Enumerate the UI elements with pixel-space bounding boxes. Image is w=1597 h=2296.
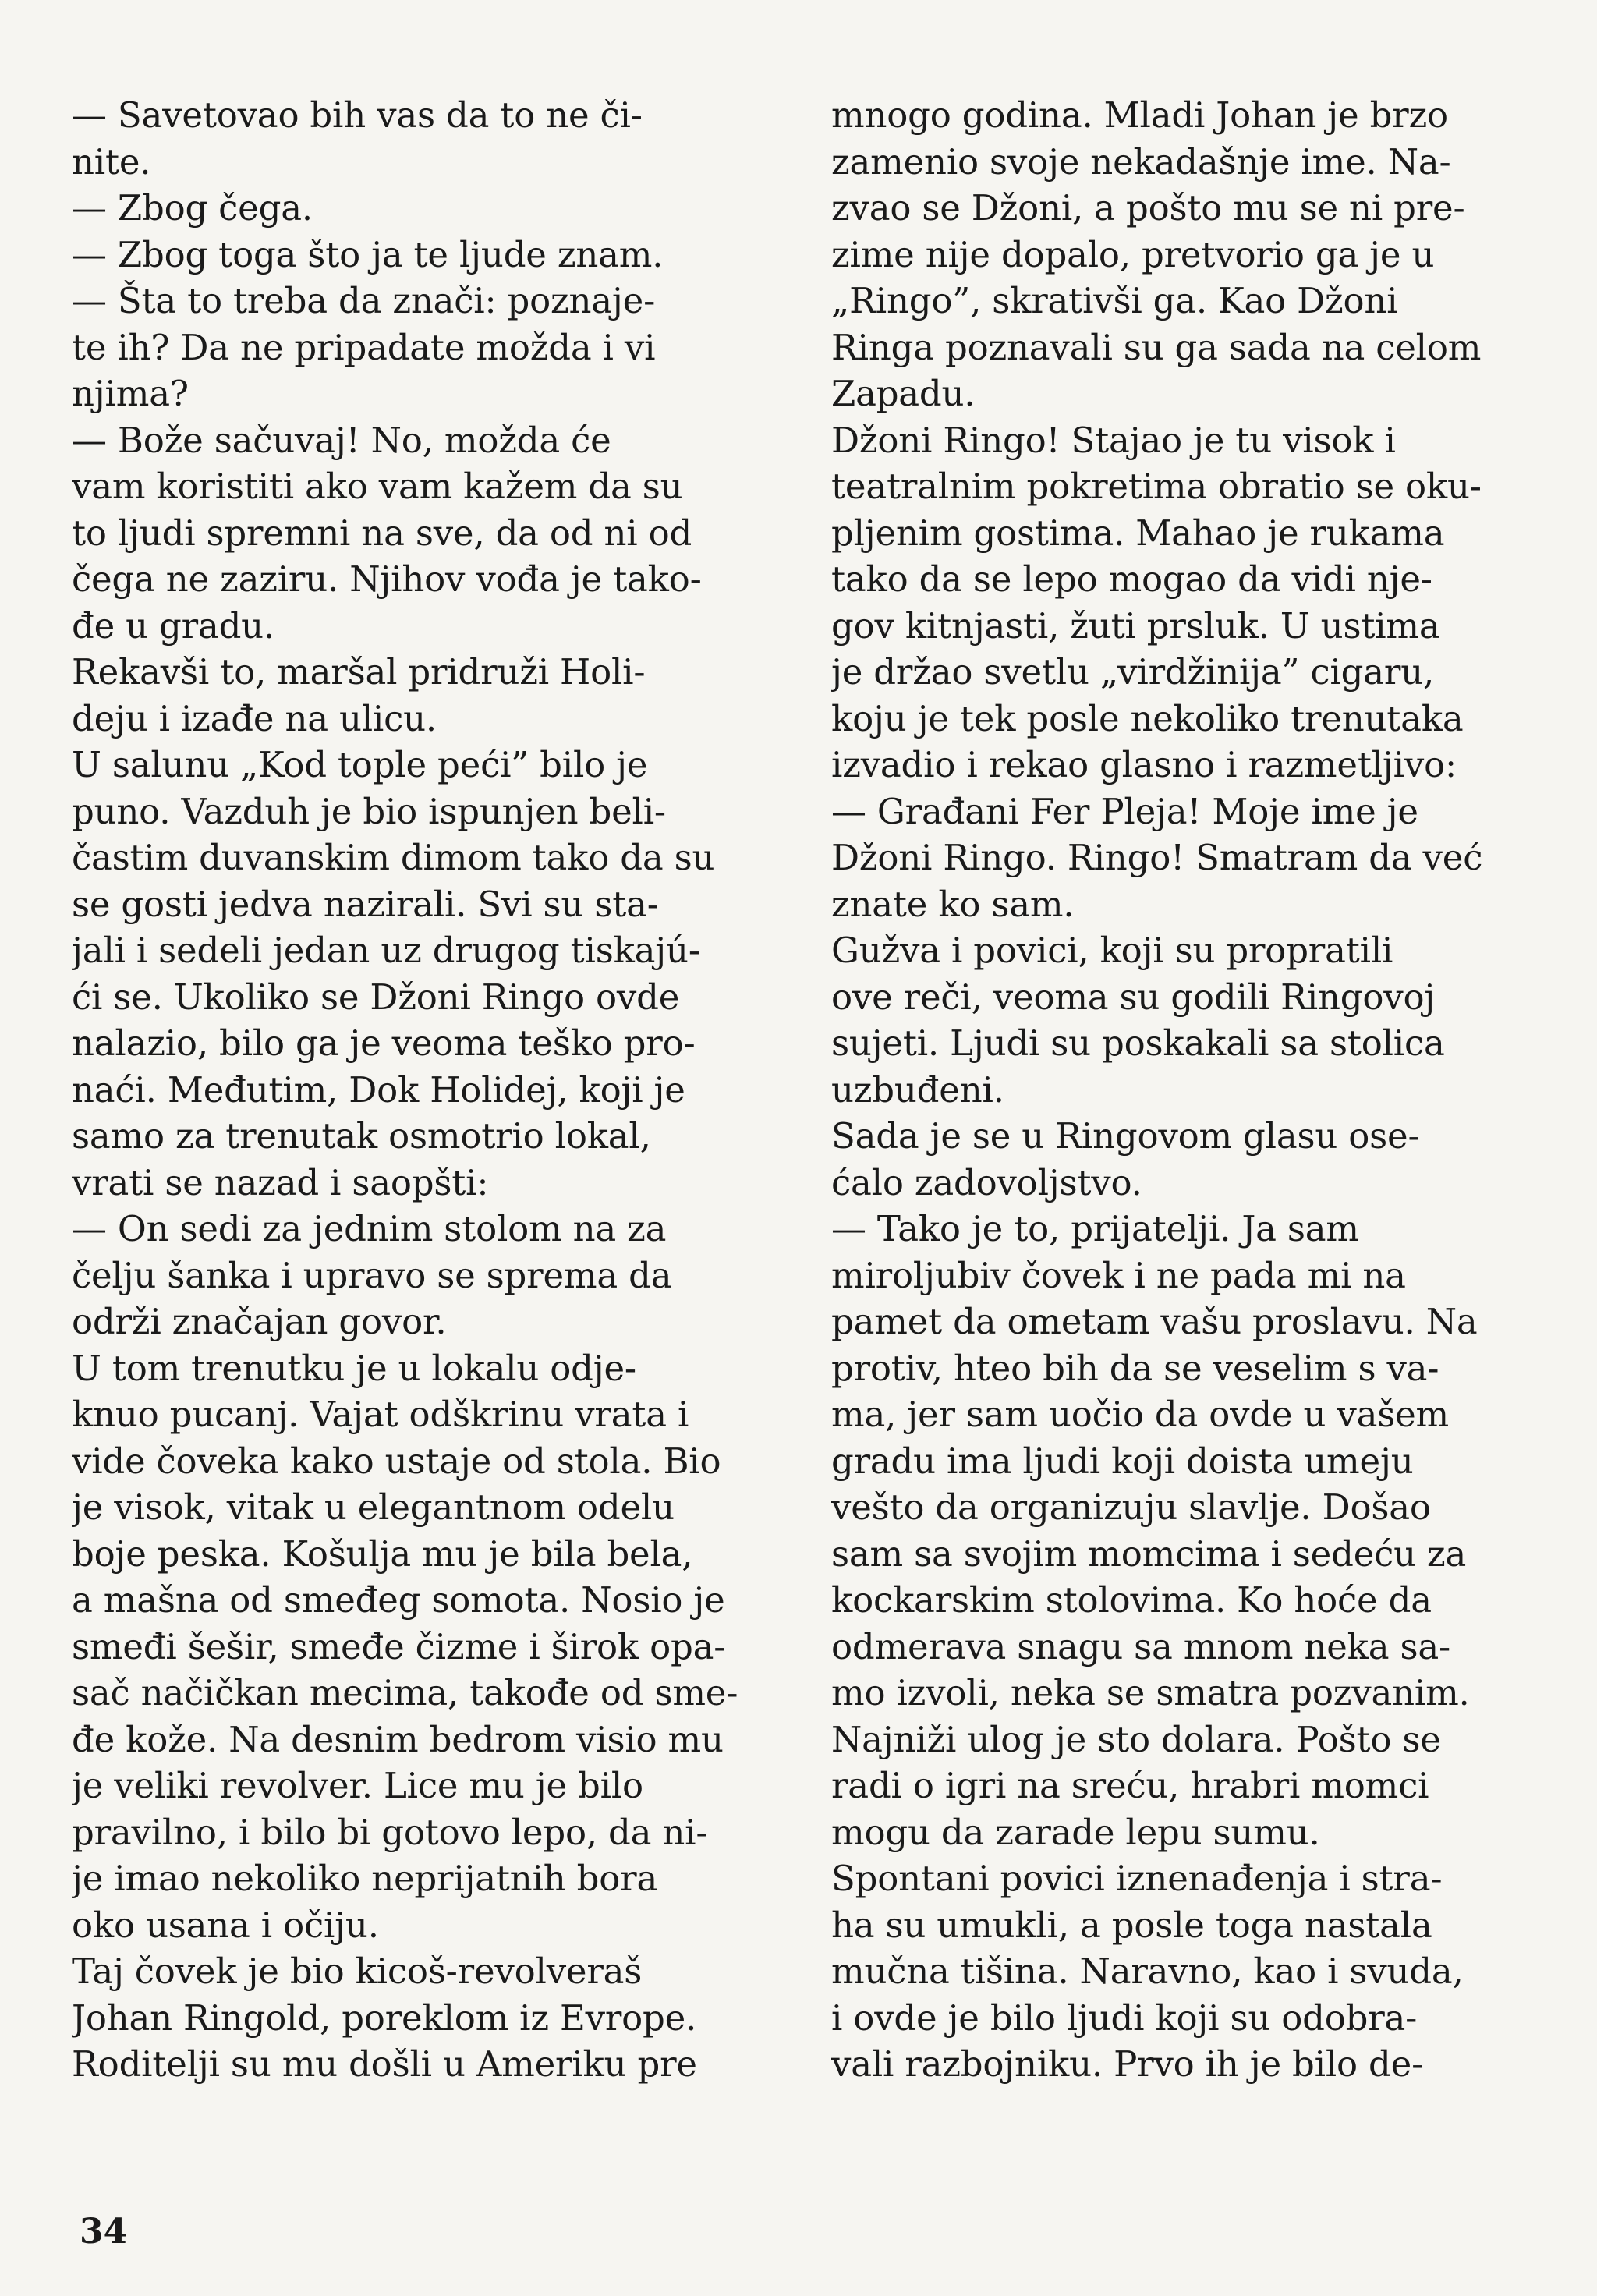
text-line: je veliki revolver. Lice mu je bilo bbox=[72, 1765, 643, 1806]
text-line: mnogo godina. Mladi Johan je brzo bbox=[831, 94, 1448, 136]
text-line: oko usana i očiju. bbox=[72, 1904, 379, 1946]
text-column-left bbox=[72, 92, 789, 2088]
text-line: gov kitnjasti, žuti prsluk. U ustima bbox=[831, 604, 1440, 647]
text-line: samo za trenutak osmotrio lokal, bbox=[72, 1115, 651, 1157]
text-line: Rekavši to, maršal pridruži Holi- bbox=[72, 651, 646, 693]
text-line: Spontani povici iznenađenja i stra- bbox=[831, 1858, 1443, 1899]
text-line: je držao svetlu „virdžinija” cigaru, bbox=[831, 651, 1435, 693]
text-line: U tom trenutku je u lokalu odje- bbox=[72, 1347, 636, 1389]
text-line: vide čoveka kako ustaje od stola. Bio bbox=[72, 1440, 721, 1482]
text-line: protiv, hteo bih da se veselim s va- bbox=[831, 1347, 1439, 1389]
text-line: Johan Ringold, poreklom iz Evrope. bbox=[72, 1997, 697, 2039]
text-line: njima? bbox=[72, 373, 189, 414]
text-line: čelju šanka i upravo se sprema da bbox=[72, 1254, 672, 1296]
text-line: boje peska. Košulja mu je bila bela, bbox=[72, 1532, 693, 1575]
text-line: i ovde je bilo ljudi koji su odobra- bbox=[831, 1997, 1418, 2039]
text-line: sujeti. Ljudi su poskakali sa stolica bbox=[831, 1022, 1445, 1064]
text-line: izvadio i rekao glasno i razmetljivo: bbox=[831, 744, 1457, 785]
text-line: te ih? Da ne pripadate možda i vi bbox=[72, 326, 656, 368]
text-line: Najniži ulog je sto dolara. Pošto se bbox=[831, 1718, 1441, 1760]
text-line: ha su umukli, a posle toga nastala bbox=[831, 1904, 1432, 1946]
text-line: ćalo zadovoljstvo. bbox=[831, 1161, 1142, 1203]
text-line: mogu da zarade lepu sumu. bbox=[831, 1811, 1320, 1853]
text-line: ove reči, veoma su godili Ringovoj bbox=[831, 976, 1436, 1018]
text-line: jali i sedeli jedan uz drugog tiskajú- bbox=[72, 930, 700, 971]
text-line: ći se. Ukoliko se Džoni Ringo ovde bbox=[72, 976, 680, 1018]
text-line: Taj čovek je bio kicoš-revolveraš bbox=[72, 1951, 643, 1992]
text-line: naći. Međutim, Dok Holidej, koji je bbox=[72, 1068, 685, 1111]
text-line: održi značajan govor. bbox=[72, 1301, 447, 1342]
text-line: „Ringo”, skrativši ga. Kao Džoni bbox=[831, 280, 1398, 321]
text-line: Roditelji su mu došli u Ameriku pre bbox=[72, 2043, 697, 2085]
text-line: zime nije dopalo, pretvorio ga je u bbox=[831, 233, 1435, 275]
text-line: đe kože. Na desnim bedrom visio mu bbox=[72, 1718, 724, 1760]
text-line: smeđi šešir, smeđe čizme i širok opa- bbox=[72, 1625, 726, 1667]
text-line: vešto da organizuju slavlje. Došao bbox=[831, 1486, 1431, 1528]
text-line: ma, jer sam uočio da ovde u vašem bbox=[831, 1394, 1449, 1435]
text-line: — Bože sačuvaj! No, možda će bbox=[72, 419, 611, 461]
text-line: koju je tek posle nekoliko trenutaka bbox=[831, 697, 1464, 739]
text-line: odmerava snagu sa mnom neka sa- bbox=[831, 1625, 1450, 1667]
text-line: Gužva i povici, koji su propratili bbox=[831, 930, 1393, 971]
text-line: pamet da ometam vašu proslavu. Na bbox=[831, 1301, 1478, 1342]
text-line: mo izvoli, neka se smatra pozvanim. bbox=[831, 1672, 1470, 1713]
text-line: pljenim gostima. Mahao je rukama bbox=[831, 512, 1445, 554]
text-line: nalazio, bilo ga je veoma teško pro- bbox=[72, 1022, 696, 1064]
text-line: — Šta to treba da znači: poznaje- bbox=[72, 280, 656, 321]
text-line: je imao nekoliko neprijatnih bora bbox=[72, 1858, 658, 1899]
text-line: je visok, vitak u elegantnom odelu bbox=[72, 1486, 675, 1528]
text-line: U salunu „Kod tople peći” bilo je bbox=[72, 744, 648, 785]
text-line: Džoni Ringo! Stajao je tu visok i bbox=[831, 419, 1396, 461]
text-line: Zapadu. bbox=[831, 373, 976, 414]
text-line: teatralnim pokretima obratio se oku- bbox=[831, 466, 1482, 507]
text-line: — Zbog čega. bbox=[72, 187, 313, 229]
text-line: vam koristiti ako vam kažem da su bbox=[72, 466, 683, 507]
text-line: knuo pucanj. Vajat odškrinu vrata i bbox=[72, 1394, 689, 1435]
text-line: uzbuđeni. bbox=[831, 1068, 1004, 1111]
text-line: đe u gradu. bbox=[72, 604, 275, 647]
page-number: 34 bbox=[80, 2212, 128, 2252]
text-line: — Savetovao bih vas da to ne či- bbox=[72, 94, 643, 136]
text-line: sač načičkan mecima, takođe od sme- bbox=[72, 1672, 738, 1713]
text-line: Džoni Ringo. Ringo! Smatram da već bbox=[831, 837, 1483, 878]
text-line: častim duvanskim dimom tako da su bbox=[72, 837, 715, 878]
text-line: vali razbojniku. Prvo ih je bilo de- bbox=[831, 2043, 1424, 2085]
text-line: pravilno, i bilo bi gotovo lepo, da ni- bbox=[72, 1811, 708, 1853]
text-line: puno. Vazduh je bio ispunjen beli- bbox=[72, 790, 666, 832]
text-line: to ljudi spremni na sve, da od ni od bbox=[72, 512, 692, 554]
text-line: kockarskim stolovima. Ko hoće da bbox=[831, 1579, 1432, 1621]
text-line: zvao se Džoni, a pošto mu se ni pre- bbox=[831, 187, 1465, 229]
text-line: mučna tišina. Naravno, kao i svuda, bbox=[831, 1951, 1464, 1992]
text-line: nite. bbox=[72, 140, 151, 182]
text-line: deju i izađe na ulicu. bbox=[72, 697, 437, 739]
text-line: — Zbog toga što ja te ljude znam. bbox=[72, 233, 664, 275]
text-line: Sada je se u Ringovom glasu ose- bbox=[831, 1115, 1420, 1157]
text-column-right bbox=[831, 92, 1549, 2088]
text-line: a mašna od smeđeg somota. Nosio je bbox=[72, 1579, 725, 1621]
text-line: miroljubiv čovek i ne pada mi na bbox=[831, 1254, 1406, 1296]
text-line: vrati se nazad i saopšti: bbox=[72, 1161, 489, 1203]
text-line: se gosti jedva nazirali. Svi su sta- bbox=[72, 883, 659, 925]
text-line: — Tako je to, prijatelji. Ja sam bbox=[831, 1208, 1359, 1249]
text-line: — Građani Fer Pleja! Moje ime je bbox=[831, 790, 1418, 832]
text-line: gradu ima ljudi koji doista umeju bbox=[831, 1440, 1414, 1482]
text-line: Ringa poznavali su ga sada na celom bbox=[831, 326, 1482, 368]
text-line: radi o igri na sreću, hrabri momci bbox=[831, 1765, 1429, 1806]
text-line: — On sedi za jednim stolom na za bbox=[72, 1208, 667, 1249]
text-line: čega ne zaziru. Njihov vođa je tako- bbox=[72, 558, 702, 600]
text-line: znate ko sam. bbox=[831, 883, 1075, 925]
text-line: tako da se lepo mogao da vidi nje- bbox=[831, 558, 1432, 600]
text-line: zamenio svoje nekadašnje ime. Na- bbox=[831, 140, 1451, 182]
text-line: sam sa svojim momcima i sedeću za bbox=[831, 1532, 1467, 1575]
